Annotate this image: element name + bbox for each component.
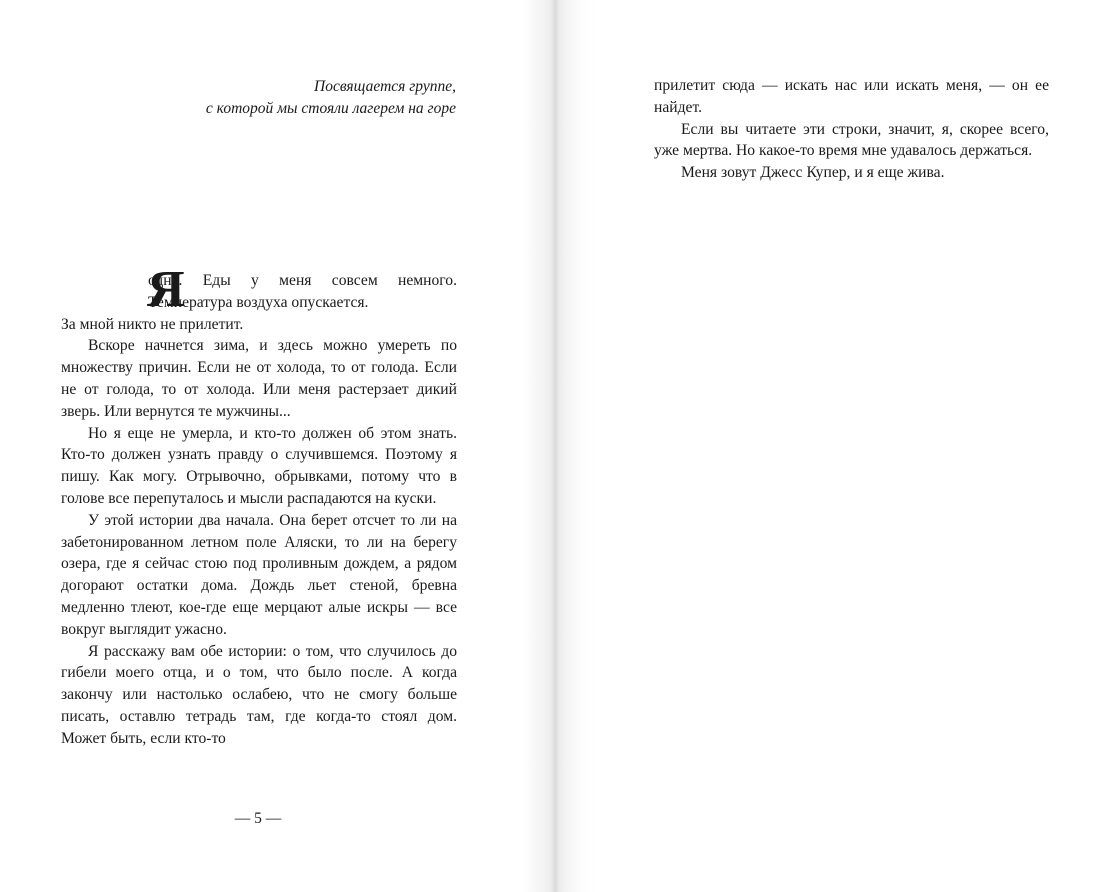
opening-paragraph-text: одна. Еды у меня совсем немного. Температура воздуха опускается. [148,272,457,311]
page-number: — 5 — [234,810,282,827]
right-page-body [654,75,1049,184]
left-page-body [61,261,457,750]
paragraph: Но я еще не умерла, и кто-то должен об этом знать. Кто-то должен узнать правду о случившемся. Поэтому я пишу. Как могу. Отрывочно, обрывками, потому что в голове все перепуталось и мысли распадаются на куски. [61,424,457,507]
book-spine [551,0,559,892]
continuation-paragraph: прилетит сюда — искать нас или искать меня, — он ее найдет. [654,77,1049,116]
paragraph: За мной никто не прилетит. [61,315,244,333]
epigraph-line: Посвящается группе, [314,78,456,95]
dedication-epigraph [150,76,456,119]
paragraph: Если вы читаете эти строки, значит, я, скорее всего, уже мертва. Но какое-то время мне удавалось держаться. [654,120,1049,160]
opening-paragraph [61,261,457,318]
epigraph-line: с которой мы стояли лагерем на горе [205,99,456,117]
paragraph: Меня зовут Джесс Купер, и я еще жива. [681,164,945,182]
drop-cap: Я [147,261,185,318]
paragraph: Вскоре начнется зима, и здесь можно умереть по множеству причин. Если не от холода, то от голода. Если не от голода, то от холода. Или меня растерзает дикий зверь. Или вернутся те мужчины... [61,337,457,420]
paragraph: Я расскажу вам обе истории: о том, что случилось до гибели моего отца, и о том, что было после. А когда закончу или настолько ослабею, что не смогу больше писать, оставлю тетрадь там, где когда-то стоял дом. Может быть, если кто-то [61,642,457,747]
paragraph: У этой истории два начала. Она берет отсчет то ли на забетонированном летном поле Аляски, то ли на берегу озера, где я сейчас стою под проливным дождем, а рядом догорают остатки дома. Дождь льет стеной, бревна медленно тлеют, кое-где еще мерцают алые искры — все вокруг выглядит ужасно. [61,511,457,638]
